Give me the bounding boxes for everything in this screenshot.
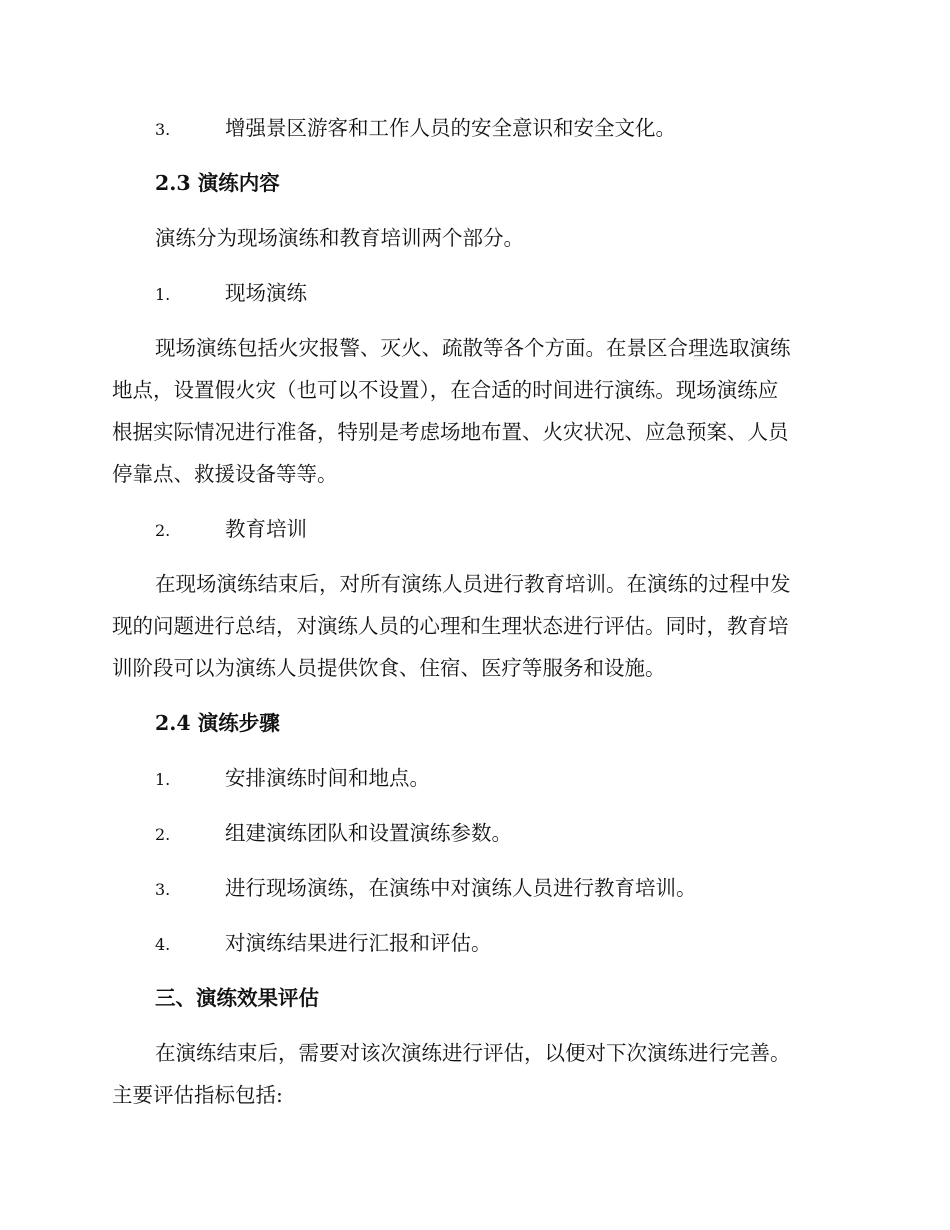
section-heading-3: 三、演练效果评估 [155, 986, 319, 1010]
list-text: 对演练结果进行汇报和评估。 [225, 931, 492, 955]
list-text: 组建演练团队和设置演练参数。 [225, 821, 512, 845]
list-number: 3. [155, 120, 171, 139]
paragraph-line: 演练分为现场演练和教育培训两个部分。 [155, 226, 524, 250]
list-text: 教育培训 [225, 517, 307, 541]
paragraph-line: 停靠点、救援设备等等。 [112, 462, 338, 486]
list-number: 4. [155, 935, 171, 954]
list-item [155, 515, 307, 545]
list-item [155, 819, 512, 849]
list-number: 1. [155, 770, 171, 789]
list-text: 增强景区游客和工作人员的安全意识和安全文化。 [225, 116, 676, 140]
paragraph-line: 训阶段可以为演练人员提供饮食、住宿、医疗等服务和设施。 [112, 656, 666, 680]
list-number: 1. [155, 285, 171, 304]
paragraph-line: 地点，设置假火灾（也可以不设置），在合适的时间进行演练。现场演练应 [112, 378, 779, 402]
list-text: 安排演练时间和地点。 [225, 766, 430, 790]
paragraph-line: 在演练结束后，需要对该次演练进行评估，以便对下次演练进行完善。 [155, 1041, 791, 1065]
paragraph-line: 现场演练包括火灾报警、灭火、疏散等各个方面。在景区合理选取演练 [155, 336, 791, 360]
paragraph-line: 现的问题进行总结，对演练人员的心理和生理状态进行评估。同时，教育培 [112, 614, 789, 638]
section-heading-2-4: 2.4 演练步骤 [155, 711, 280, 735]
paragraph-line: 主要评估指标包括: [112, 1083, 283, 1107]
list-item [155, 114, 676, 144]
list-number: 2. [155, 521, 171, 540]
list-item [155, 764, 430, 794]
list-item [155, 929, 492, 959]
list-item [155, 279, 307, 309]
list-item [155, 874, 697, 904]
list-number: 2. [155, 825, 171, 844]
list-number: 3. [155, 880, 171, 899]
list-text: 进行现场演练，在演练中对演练人员进行教育培训。 [225, 876, 697, 900]
paragraph-line: 在现场演练结束后，对所有演练人员进行教育培训。在演练的过程中发 [155, 572, 791, 596]
paragraph-line: 根据实际情况进行准备，特别是考虑场地布置、火灾状况、应急预案、人员 [112, 420, 789, 444]
section-heading-2-3: 2.3 演练内容 [155, 171, 280, 195]
list-text: 现场演练 [225, 281, 307, 305]
